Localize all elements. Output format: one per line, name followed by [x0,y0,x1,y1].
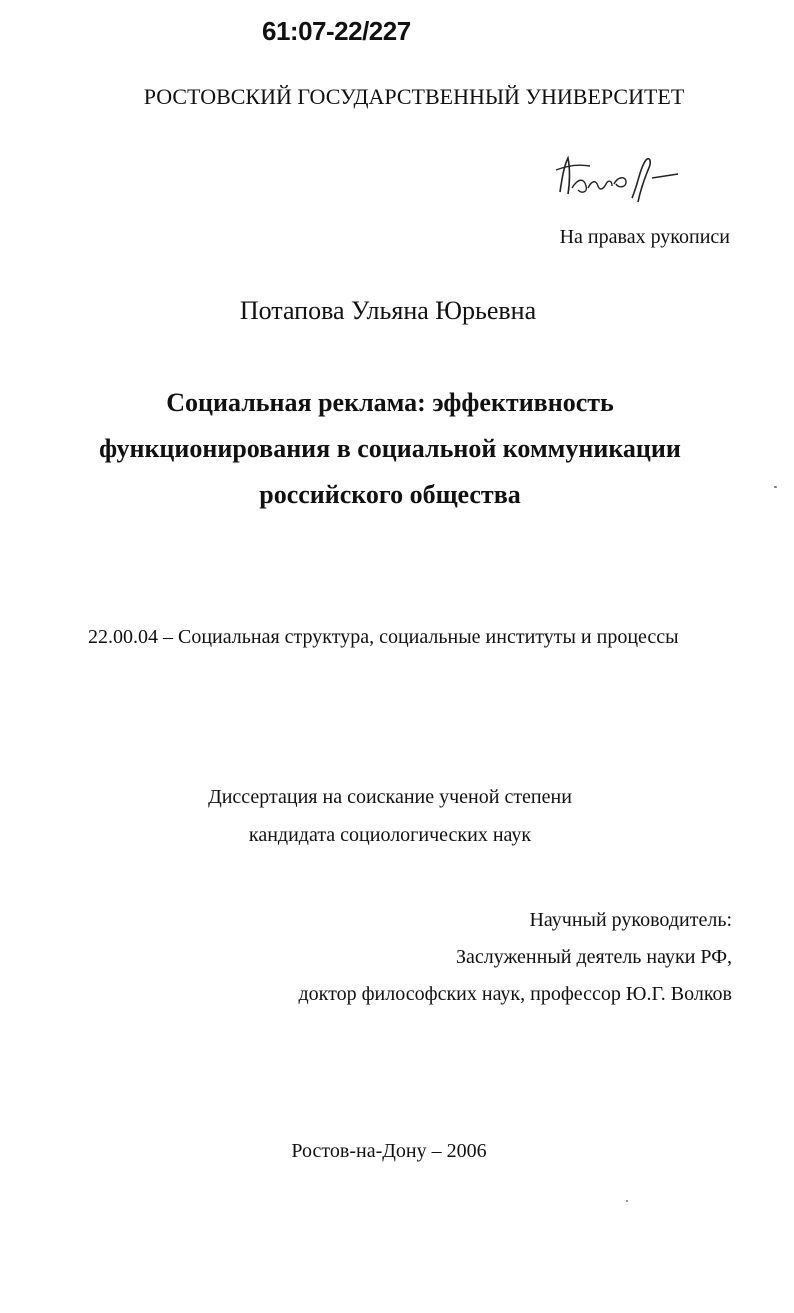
dissertation-title [0,380,780,518]
handwritten-signature [548,148,698,208]
supervisor-block [298,902,732,1013]
university-name: РОСТОВСКИЙ ГОСУДАРСТВЕННЫЙ УНИВЕРСИТЕТ [143,84,685,109]
supervisor-title: Заслуженный деятель науки РФ, [455,946,732,968]
degree-line: Диссертация на соискание ученой степени [208,786,572,808]
supervisor-label: Научный руководитель: [529,909,732,931]
degree-line: кандидата социологических наук [248,824,532,846]
scan-speck [626,1200,628,1202]
archive-code: 61:07-22/227 [262,16,411,46]
specialty-code: 22.00.04 – Социальная структура, социальные институты и процессы [88,626,679,648]
author-name: Потапова Ульяна Юрьевна [239,296,537,325]
title-line: функционирования в социальной коммуникации [99,434,681,463]
rights-note: На правах рукописи [559,226,730,248]
title-line: Социальная реклама: эффективность [166,388,614,417]
place-and-year: Ростов-на-Дону – 2006 [291,1140,487,1162]
scan-speck [774,486,777,488]
degree-statement [0,778,780,854]
title-line: российского общества [259,480,521,509]
supervisor-name: доктор философских наук, профессор Ю.Г. Волков [298,983,732,1005]
